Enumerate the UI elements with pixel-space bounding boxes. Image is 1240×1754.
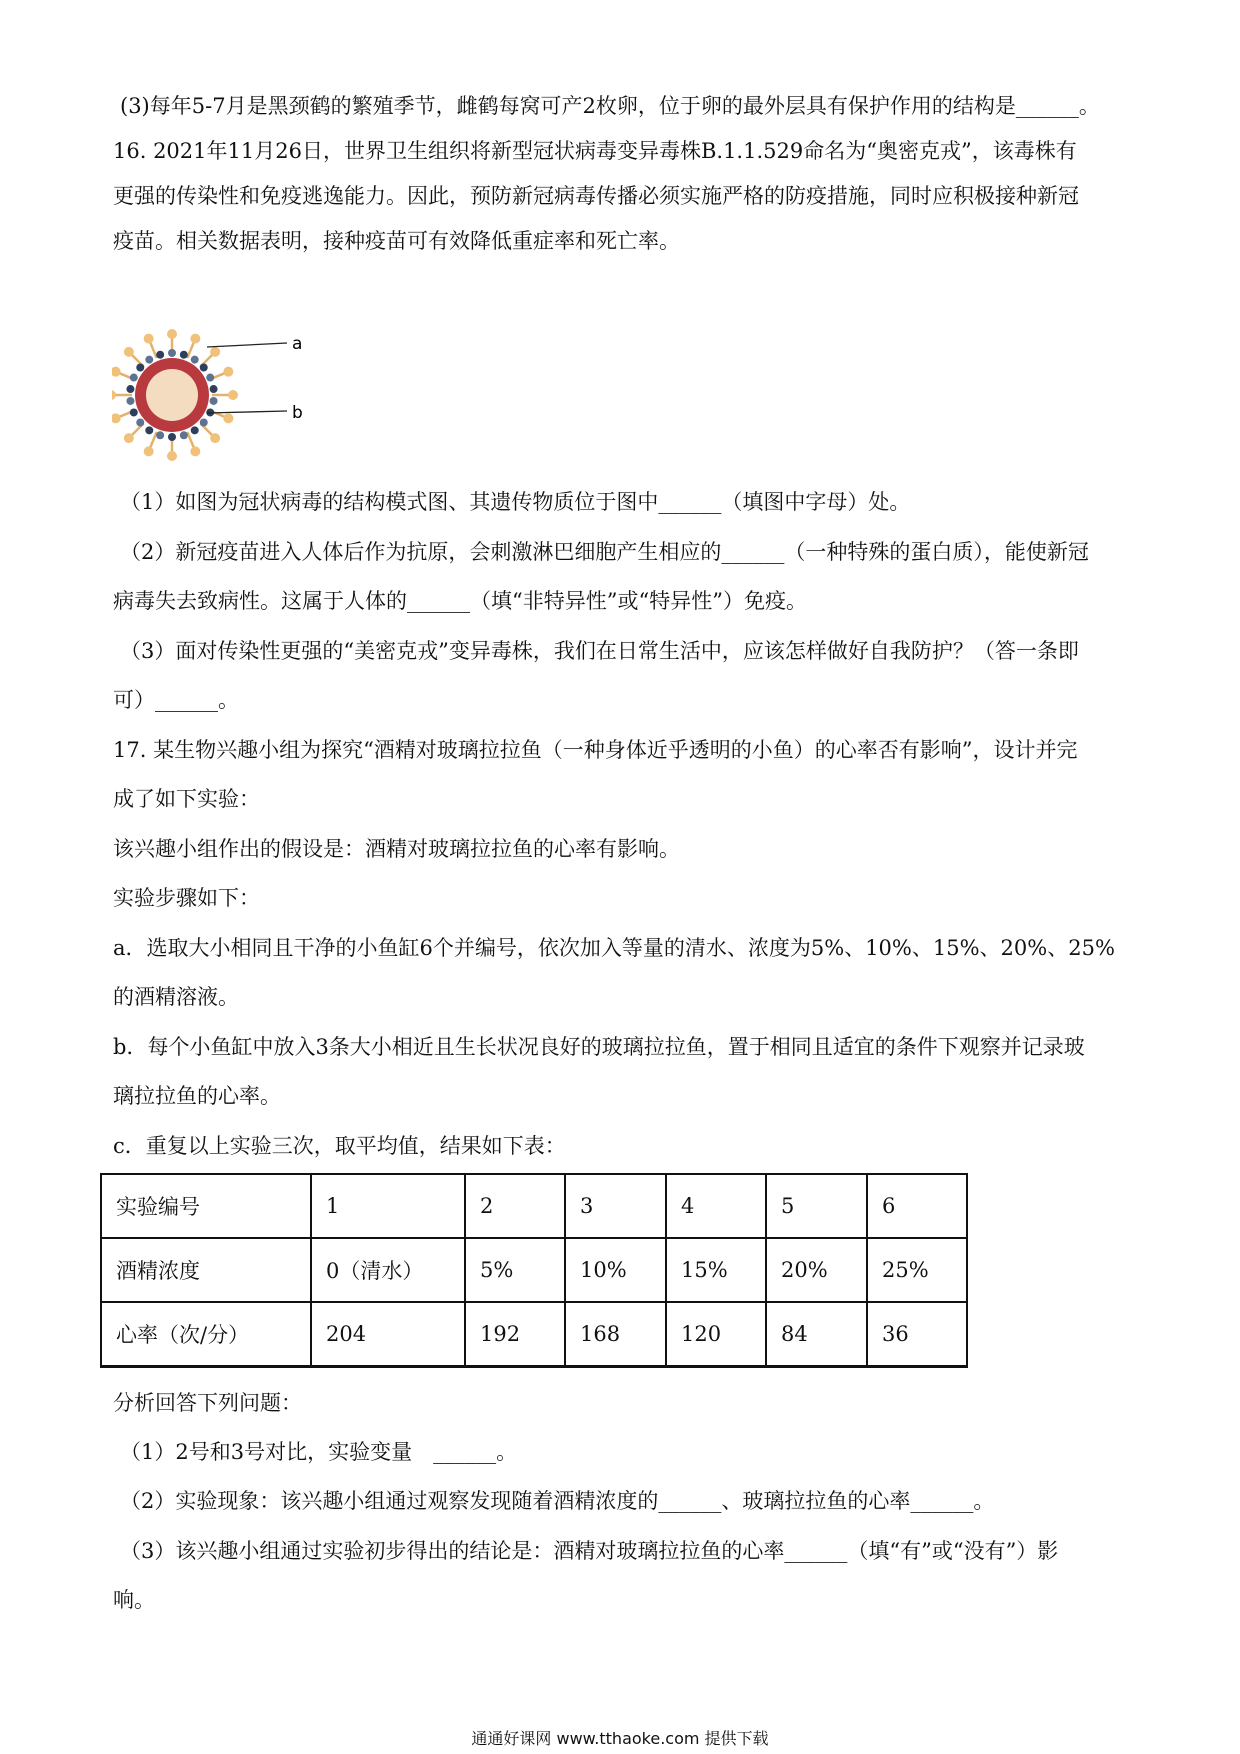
virus-envelope-protein: [210, 397, 218, 405]
table-cell: 15%: [666, 1238, 766, 1302]
table-cell: 3: [565, 1174, 666, 1238]
virus-spike-head: [210, 347, 220, 357]
q17-question-3-line-1: （3）该兴趣小组通过实验初步得出的结论是：酒精对玻璃拉拉鱼的心率______（填“有”或“没有”）影: [120, 1539, 1059, 1563]
virus-envelope-protein: [191, 356, 199, 364]
virus-envelope-protein: [136, 363, 144, 371]
q15-part3: (3)每年5-7月是黑颈鹤的繁殖季节，雌鹤每窝可产2枚卵，位于卵的最外层具有保护作用的结构是______。: [120, 94, 1100, 118]
table-header-cell: 实验编号: [101, 1174, 311, 1238]
table-cell: 2: [465, 1174, 565, 1238]
q17-question-3-line-2: 响。: [113, 1588, 155, 1612]
table-cell: 1: [311, 1174, 465, 1238]
virus-spike-head: [112, 367, 121, 377]
q17-analysis-heading: 分析回答下列问题：: [113, 1391, 302, 1415]
virus-spike-stem: [187, 432, 194, 449]
virus-envelope-protein: [210, 385, 218, 393]
q17-steps-heading: 实验步骤如下：: [113, 886, 260, 910]
virus-spike-head: [112, 390, 116, 400]
virus-envelope-protein: [200, 363, 208, 371]
table-cell: 84: [766, 1302, 867, 1367]
virus-spike-head: [124, 433, 134, 443]
virus-envelope-protein: [130, 374, 138, 382]
virus-envelope-protein: [156, 351, 164, 359]
virus-envelope-protein: [126, 385, 134, 393]
table-cell: 168: [565, 1302, 666, 1367]
table-cell: 36: [867, 1302, 967, 1367]
q17-intro-line-2: 成了如下实验：: [113, 787, 260, 811]
label-b-leader: [207, 411, 287, 413]
virus-spike-stem: [150, 432, 157, 449]
virus-spike-head: [112, 413, 121, 423]
table-row: [101, 1238, 967, 1302]
table-cell: 10%: [565, 1238, 666, 1302]
virus-spike-head: [190, 334, 200, 344]
q17-hypothesis: 该兴趣小组作出的假设是：酒精对玻璃拉拉鱼的心率有影响。: [113, 837, 680, 861]
virus-spike-head: [124, 347, 134, 357]
table-cell: 4: [666, 1174, 766, 1238]
virus-spike-head: [190, 446, 200, 456]
virus-envelope-protein: [200, 419, 208, 427]
virus-spike-head: [167, 329, 177, 339]
q16-part1: （1）如图为冠状病毒的结构模式图、其遗传物质位于图中______（填图中字母）处。: [120, 490, 911, 514]
table-cell: 120: [666, 1302, 766, 1367]
virus-envelope-protein: [180, 351, 188, 359]
virus-spike-head: [223, 367, 233, 377]
q17-step-b-line-1: b．每个小鱼缸中放入3条大小相近且生长状况良好的玻璃拉拉鱼，置于相同且适宜的条件下观察并记录玻: [113, 1035, 1085, 1059]
table-cell: 6: [867, 1174, 967, 1238]
virus-envelope-protein: [145, 356, 153, 364]
q16-part2-line-1: （2）新冠疫苗进入人体后作为抗原，会刺激淋巴细胞产生相应的______（一种特殊的蛋白质），能使新冠: [120, 540, 1089, 564]
virus-spike-head: [144, 334, 154, 344]
virus-envelope-protein: [206, 374, 214, 382]
virus-spike-head: [210, 433, 220, 443]
virus-spike-head: [167, 451, 177, 461]
table-row: [101, 1174, 967, 1238]
q16-intro-line-2: 更强的传染性和免疫逃逸能力。因此，预防新冠病毒传播必须实施严格的防疫措施，同时应积极接种新冠: [113, 184, 1079, 208]
label-a: a: [292, 334, 303, 354]
table-cell: 5: [766, 1174, 867, 1238]
table-row: [101, 1302, 967, 1367]
virus-spike-stem: [150, 341, 157, 358]
label-b: b: [292, 403, 303, 423]
table-cell: 25%: [867, 1238, 967, 1302]
virus-envelope-protein: [156, 431, 164, 439]
q16-intro-line-1: 16. 2021年11月26日，世界卫生组织将新型冠状病毒变异毒株B.1.1.529命名为“奥密克戎”，该毒株有: [113, 139, 1077, 163]
coronavirus-diagram: [112, 325, 322, 465]
virus-envelope-protein: [130, 408, 138, 416]
virus-envelope-protein: [180, 431, 188, 439]
virus-spike-stem: [187, 341, 194, 358]
q17-step-a-line-1: a．选取大小相同且干净的小鱼缸6个并编号，依次加入等量的清水、浓度为5%、10%、15%、20%、25%: [113, 936, 1115, 960]
virus-core: [146, 369, 198, 421]
virus-envelope-protein: [168, 433, 176, 441]
table-cell: 5%: [465, 1238, 565, 1302]
table-cell: 204: [311, 1302, 465, 1367]
q17-step-b-line-2: 璃拉拉鱼的心率。: [113, 1084, 281, 1108]
q17-question-2: （2）实验现象：该兴趣小组通过观察发现随着酒精浓度的______、玻璃拉拉鱼的心率______。: [120, 1489, 995, 1513]
table-header-cell: 心率（次/分）: [101, 1302, 311, 1367]
table-cell: 20%: [766, 1238, 867, 1302]
virus-envelope-protein: [126, 397, 134, 405]
q16-part3-line-2: 可）______。: [113, 688, 239, 712]
footer-credit: 通通好课网 www.tthaoke.com 提供下载: [471, 1729, 769, 1748]
q16-intro-line-3: 疫苗。相关数据表明，接种疫苗可有效降低重症率和死亡率。: [113, 229, 680, 253]
table-header-cell: 酒精浓度: [101, 1238, 311, 1302]
label-a-leader: [207, 343, 287, 347]
virus-envelope-protein: [145, 426, 153, 434]
virus-envelope-protein: [168, 349, 176, 357]
virus-envelope-protein: [191, 426, 199, 434]
virus-spike-head: [228, 390, 238, 400]
q17-step-c: c．重复以上实验三次，取平均值，结果如下表：: [113, 1134, 566, 1158]
q17-step-a-line-2: 的酒精溶液。: [113, 985, 239, 1009]
virus-envelope-protein: [136, 419, 144, 427]
q16-part2-line-2: 病毒失去致病性。这属于人体的______（填“非特异性”或“特异性”）免疫。: [113, 589, 807, 613]
virus-spike-head: [223, 413, 233, 423]
q17-question-1: （1）2号和3号对比，实验变量 ______。: [120, 1440, 518, 1464]
q16-part3-line-1: （3）面对传染性更强的“美密克戎”变异毒株，我们在日常生活中，应该怎样做好自我防护？（答一条即: [120, 639, 1079, 663]
table-cell: 192: [465, 1302, 565, 1367]
q17-intro-line-1: 17. 某生物兴趣小组为探究“酒精对玻璃拉拉鱼（一种身体近乎透明的小鱼）的心率否有影响”，设计并完: [113, 738, 1078, 762]
table-cell: 0（清水）: [311, 1238, 465, 1302]
results-table: [100, 1173, 968, 1368]
virus-spike-head: [144, 446, 154, 456]
